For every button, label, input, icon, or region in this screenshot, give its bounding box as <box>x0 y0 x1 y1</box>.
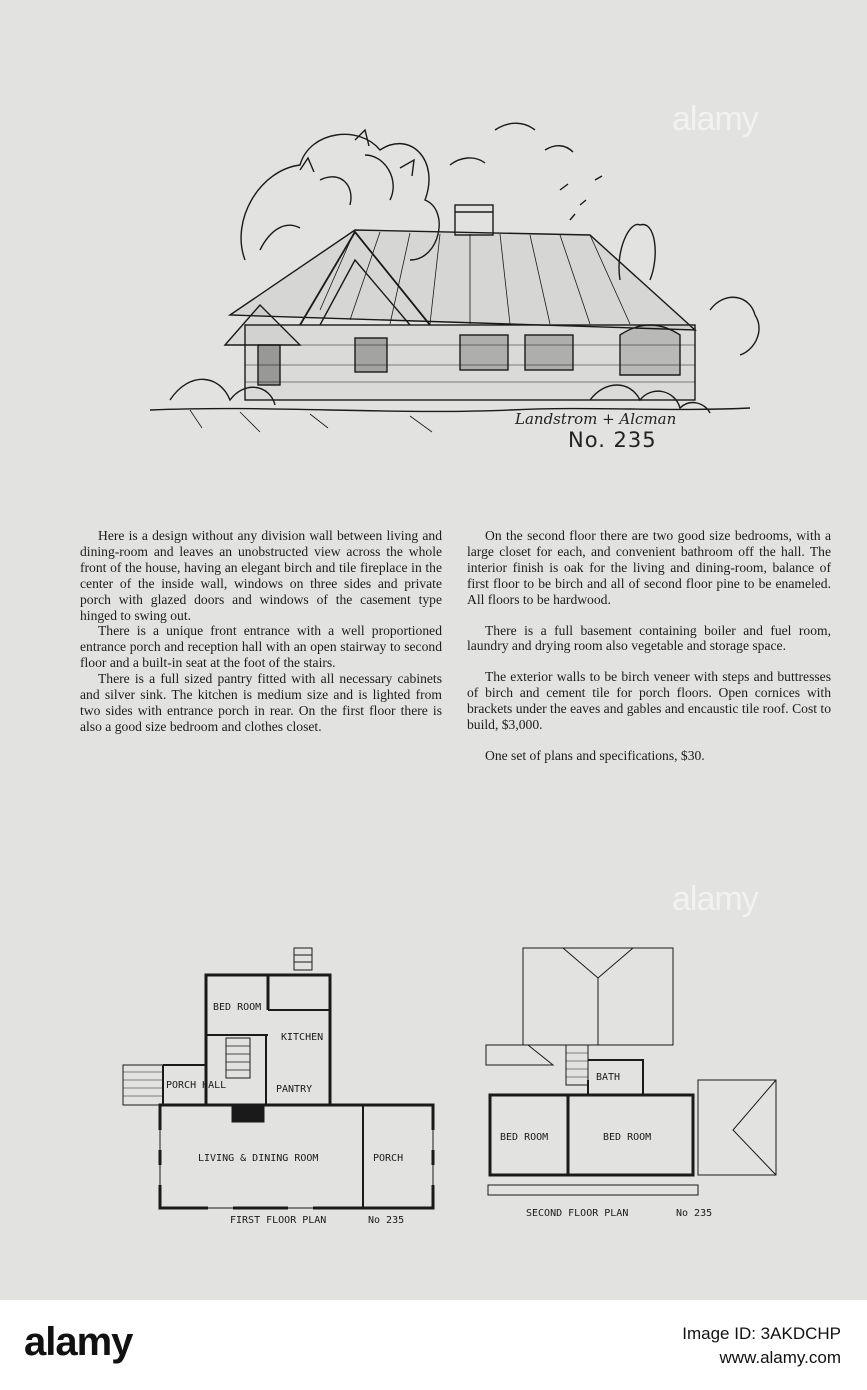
paragraph: There is a full basement containing boiler and fuel room, laundry and drying room also vegetable and storage space. <box>467 622 831 654</box>
price-offer: One set of plans and specifications, $30. <box>485 747 705 763</box>
room-label-bed-room-right: BED ROOM <box>603 1132 652 1143</box>
plan-caption: FIRST FLOOR PLAN <box>230 1215 327 1226</box>
house-illustration <box>150 110 770 470</box>
paragraph: There is a full sized pantry fitted with all necessary cabinets and silver sink. The kitchen is medium size and is lighted from two sides with entrance porch in rear. On the first floor there is also a good size bedroom and clothes closet. <box>80 671 442 734</box>
first-floor-plan <box>118 940 448 1240</box>
footer-bar <box>0 1300 867 1390</box>
room-label-bed-room-left: BED ROOM <box>500 1132 549 1143</box>
watermark: alamy <box>672 880 758 918</box>
second-floor-plan <box>478 940 788 1240</box>
plan-caption: SECOND FLOOR PLAN <box>526 1208 629 1219</box>
description-left-column <box>80 528 442 735</box>
image-id: Image ID: 3AKDCHP <box>682 1324 841 1343</box>
site-url: www.alamy.com <box>719 1348 841 1367</box>
room-label-porch: PORCH <box>373 1153 404 1164</box>
paragraph: There is a unique front entrance with a well proportioned entrance porch and reception hall with an open stairway to second floor and a built-in seat at the foot of the stairs. <box>80 623 442 671</box>
paragraph: On the second floor there are two good size bedrooms, with a large closet for each, and convenient bathroom off the hall. The interior finish is oak for the living and dining-room, balance of first floor to be birch and all of second floor pine to be enameled. All floors to be hardwood. <box>467 528 831 607</box>
alamy-logo: alamy <box>24 1320 133 1364</box>
artist-signature: Landstrom + Alcman <box>515 410 677 428</box>
description-right-column <box>467 528 831 779</box>
paragraph: The exterior walls to be birch veneer with steps and buttresses of birch and cement tile for porch floors. Open cornices with brackets under the eaves and gables and encaustic tile roof. Cost to build, $3,000. <box>467 669 831 733</box>
room-label-bed-room: BED ROOM <box>213 1002 262 1013</box>
plan-caption-number: No 235 <box>676 1208 713 1219</box>
room-label-bath: BATH <box>596 1072 621 1083</box>
room-label-kitchen: KITCHEN <box>281 1032 324 1043</box>
plan-number: No. 235 <box>568 428 657 452</box>
plan-caption-number: No 235 <box>368 1215 405 1226</box>
watermark: alamy <box>672 100 758 138</box>
room-label-porch-hall: PORCH HALL <box>166 1080 227 1091</box>
image-id-block <box>682 1322 841 1370</box>
room-label-pantry: PANTRY <box>276 1084 313 1095</box>
paragraph: Here is a design without any division wall between living and dining-room and leaves an unobstructed view across the whole front of the house, having an elegant birch and tile fireplace in the center of the inside wall, windows on three sides and private porch with glazed doors and windows of the casement type hinged to swing out. <box>80 528 442 623</box>
room-label-living-dining: LIVING & DINING ROOM <box>198 1153 319 1164</box>
